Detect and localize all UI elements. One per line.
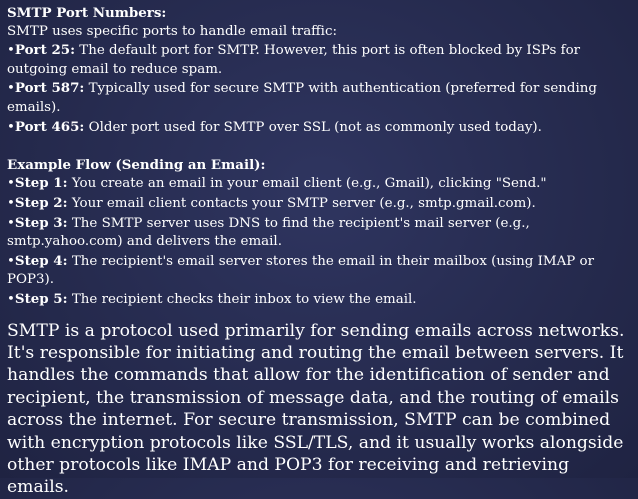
bullet: • [7, 291, 15, 307]
ports-intro: SMTP uses specific ports to handle email traffic: [7, 23, 337, 39]
bullet: • [7, 176, 15, 192]
port-item [7, 79, 633, 117]
port-text: The default port for SMTP. However, this port is often blocked by ISPs for outgoing email to reduce spam. [7, 43, 581, 77]
port-label: Port 587: [14, 80, 85, 97]
step-text: You create an email in your email client (e.g., Gmail), clicking "Send." [71, 176, 547, 192]
flow-item [7, 214, 633, 252]
flow-item [7, 252, 633, 290]
port-item [7, 41, 633, 79]
summary-paragraph: SMTP is a protocol used primarily for sending emails across networks. It's responsible for initiating and routing the email between servers. It handles the commands that allow for the identification of sender and recipient, the transmission of message data, and the routing of emails across the internet. For secure transmission, SMTP can be combined with encryption protocols like SSL/TLS, and it usually works alongside other protocols like IMAP and POP3 for receiving and retrieving emails. [7, 320, 625, 498]
summary-section [7, 320, 633, 499]
port-label: Port 465: [14, 118, 85, 135]
port-text: Typically used for secure SMTP with authentication (preferred for sending emails). [7, 81, 597, 115]
details-section [7, 4, 633, 310]
flow-heading: Example Flow (Sending an Email): [7, 156, 266, 173]
bullet: • [7, 253, 15, 269]
ports-heading: SMTP Port Numbers: [7, 5, 167, 21]
flow-item [7, 194, 633, 214]
step-text: Your email client contacts your SMTP server (e.g., smtp.gmail.com). [71, 195, 536, 211]
step-text: The recipient's email server stores the email in their mailbox (using IMAP or POP3). [7, 253, 595, 288]
flow-item [7, 174, 633, 194]
step-label: Step 5: [14, 290, 68, 307]
step-label: Step 2: [14, 194, 68, 211]
port-text: Older port used for SMTP over SSL (not as commonly used today). [88, 119, 542, 135]
port-label: Port 25: [14, 42, 76, 59]
step-label: Step 1: [14, 175, 68, 192]
step-label: Step 4: [14, 252, 68, 269]
step-text: The SMTP server uses DNS to find the recipient's mail server (e.g., smtp.yahoo.com) and delivers the email. [7, 215, 530, 250]
flow-item [7, 290, 633, 310]
port-item [7, 118, 633, 138]
bullet: • [7, 195, 15, 211]
bullet: • [7, 81, 15, 97]
slide-content [7, 4, 633, 499]
step-label: Step 3: [14, 214, 68, 231]
bullet: • [7, 119, 15, 135]
step-text: The recipient checks their inbox to view the email. [71, 291, 417, 307]
bullet: • [7, 215, 15, 231]
spacer [7, 137, 633, 156]
bullet: • [7, 43, 15, 59]
